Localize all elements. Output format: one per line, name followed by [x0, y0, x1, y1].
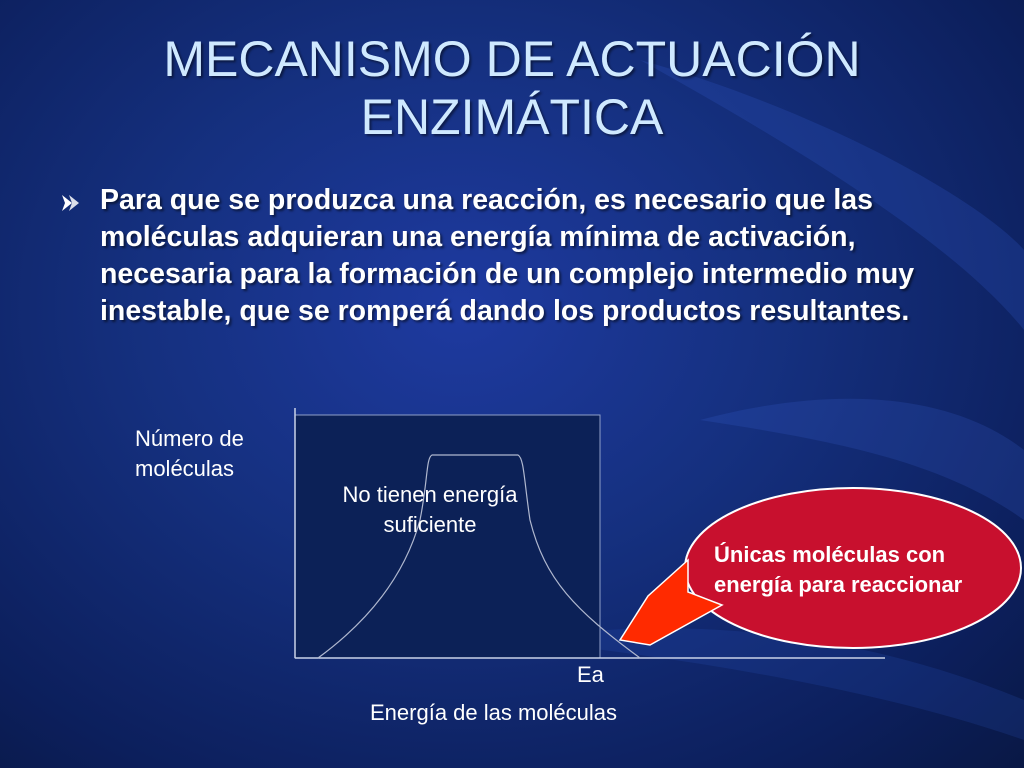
- slide-title: MECANISMO DE ACTUACIÓN ENZIMÁTICA: [163, 31, 861, 145]
- callout-label: Únicas moléculas con energía para reaccionar: [714, 542, 963, 597]
- y-axis-label: Número de moléculas: [135, 426, 244, 481]
- x-axis-label: Energía de las moléculas: [370, 700, 618, 725]
- ea-label: Ea: [577, 662, 604, 687]
- bullet-text: Para que se produzca una reacción, es necesario que las moléculas adquieran una energía mínima de activación, necesaria para la formación de un complejo intermedio muy inestable, que se romperá dando los productos resultantes.: [100, 184, 915, 327]
- inner-region-label: No tienen energía suficiente: [342, 482, 518, 537]
